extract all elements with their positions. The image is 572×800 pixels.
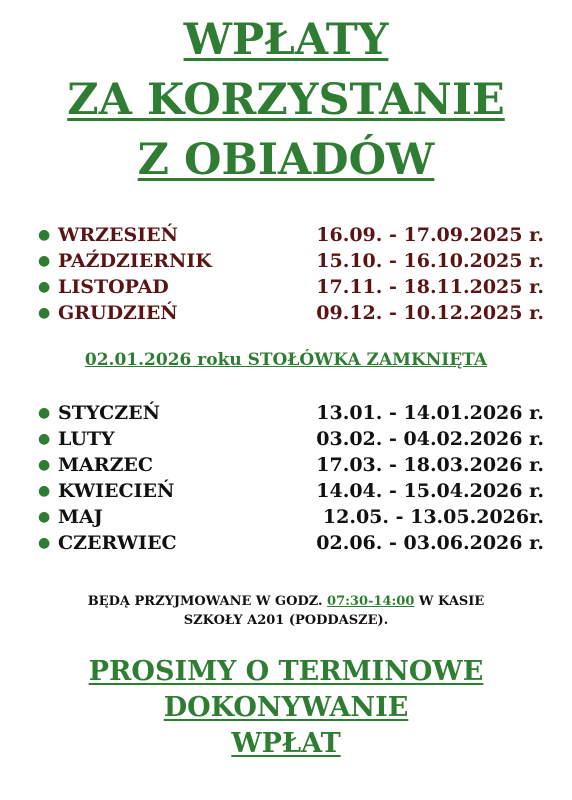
list-item [38, 248, 548, 274]
date-range: 16.09. - 17.09.2025 r. [316, 224, 544, 246]
bullet-icon: ● [38, 305, 51, 321]
bullet-icon: ● [38, 457, 51, 473]
schedule-2026-list [38, 400, 548, 556]
month-label: GRUDZIEŃ [58, 302, 178, 324]
list-item [38, 504, 548, 530]
date-range: 13.01. - 14.01.2026 r. [316, 402, 544, 424]
bullet-icon: ● [38, 253, 51, 269]
bullet-icon: ● [38, 279, 51, 295]
payment-info-line-1: BĘDĄ PRZYJMOWANE W GODZ. 07:30-14:00 W KASIE [87, 594, 485, 609]
title-line-2: ZA KORZYSTANIE [67, 75, 505, 125]
list-item [38, 452, 548, 478]
bullet-icon: ● [38, 227, 51, 243]
date-range: 03.02. - 04.02.2026 r. [316, 428, 544, 450]
footer-line-1: PROSIMY O TERMINOWE [88, 656, 484, 687]
list-item [38, 530, 548, 556]
month-label: CZERWIEC [58, 532, 177, 554]
list-item [38, 478, 548, 504]
date-range: 17.03. - 18.03.2026 r. [316, 454, 544, 476]
date-range: 15.10. - 16.10.2025 r. [316, 250, 544, 272]
schedule-2025-list [38, 222, 548, 326]
bullet-icon: ● [38, 483, 51, 499]
month-label: PAŹDZIERNIK [58, 250, 212, 272]
bullet-icon: ● [38, 405, 51, 421]
date-range: 14.04. - 15.04.2026 r. [316, 480, 544, 502]
payment-hours: 07:30-14:00 [327, 594, 415, 609]
payment-info-line-2: SZKOŁY A201 (PODDASZE). [183, 613, 389, 628]
title-line-3: Z OBIADÓW [137, 135, 435, 185]
month-label: STYCZEŃ [58, 402, 160, 424]
list-item [38, 426, 548, 452]
list-item [38, 222, 548, 248]
closure-notice: 02.01.2026 roku STOŁÓWKA ZAMKNIĘTA [84, 350, 488, 370]
month-label: MARZEC [58, 454, 154, 476]
payment-info [0, 592, 572, 630]
date-range: 09.12. - 10.12.2025 r. [316, 302, 544, 324]
list-item [38, 274, 548, 300]
footer-line-2: DOKONYWANIE [163, 692, 409, 723]
date-range: 17.11. - 18.11.2025 r. [316, 276, 544, 298]
month-label: WRZESIEŃ [58, 224, 178, 246]
bullet-icon: ● [38, 431, 51, 447]
bullet-icon: ● [38, 509, 51, 525]
title-line-1: WPŁATY [183, 15, 389, 65]
month-label: LISTOPAD [58, 276, 169, 298]
date-range: 02.06. - 03.06.2026 r. [316, 532, 544, 554]
list-item [38, 400, 548, 426]
month-label: LUTY [58, 428, 115, 450]
footer-line-3: WPŁAT [231, 728, 341, 759]
month-label: MAJ [58, 506, 103, 528]
month-label: KWIECIEŃ [58, 480, 175, 502]
list-item [38, 300, 548, 326]
bullet-icon: ● [38, 535, 51, 551]
date-range: 12.05. - 13.05.2026r. [322, 506, 544, 528]
